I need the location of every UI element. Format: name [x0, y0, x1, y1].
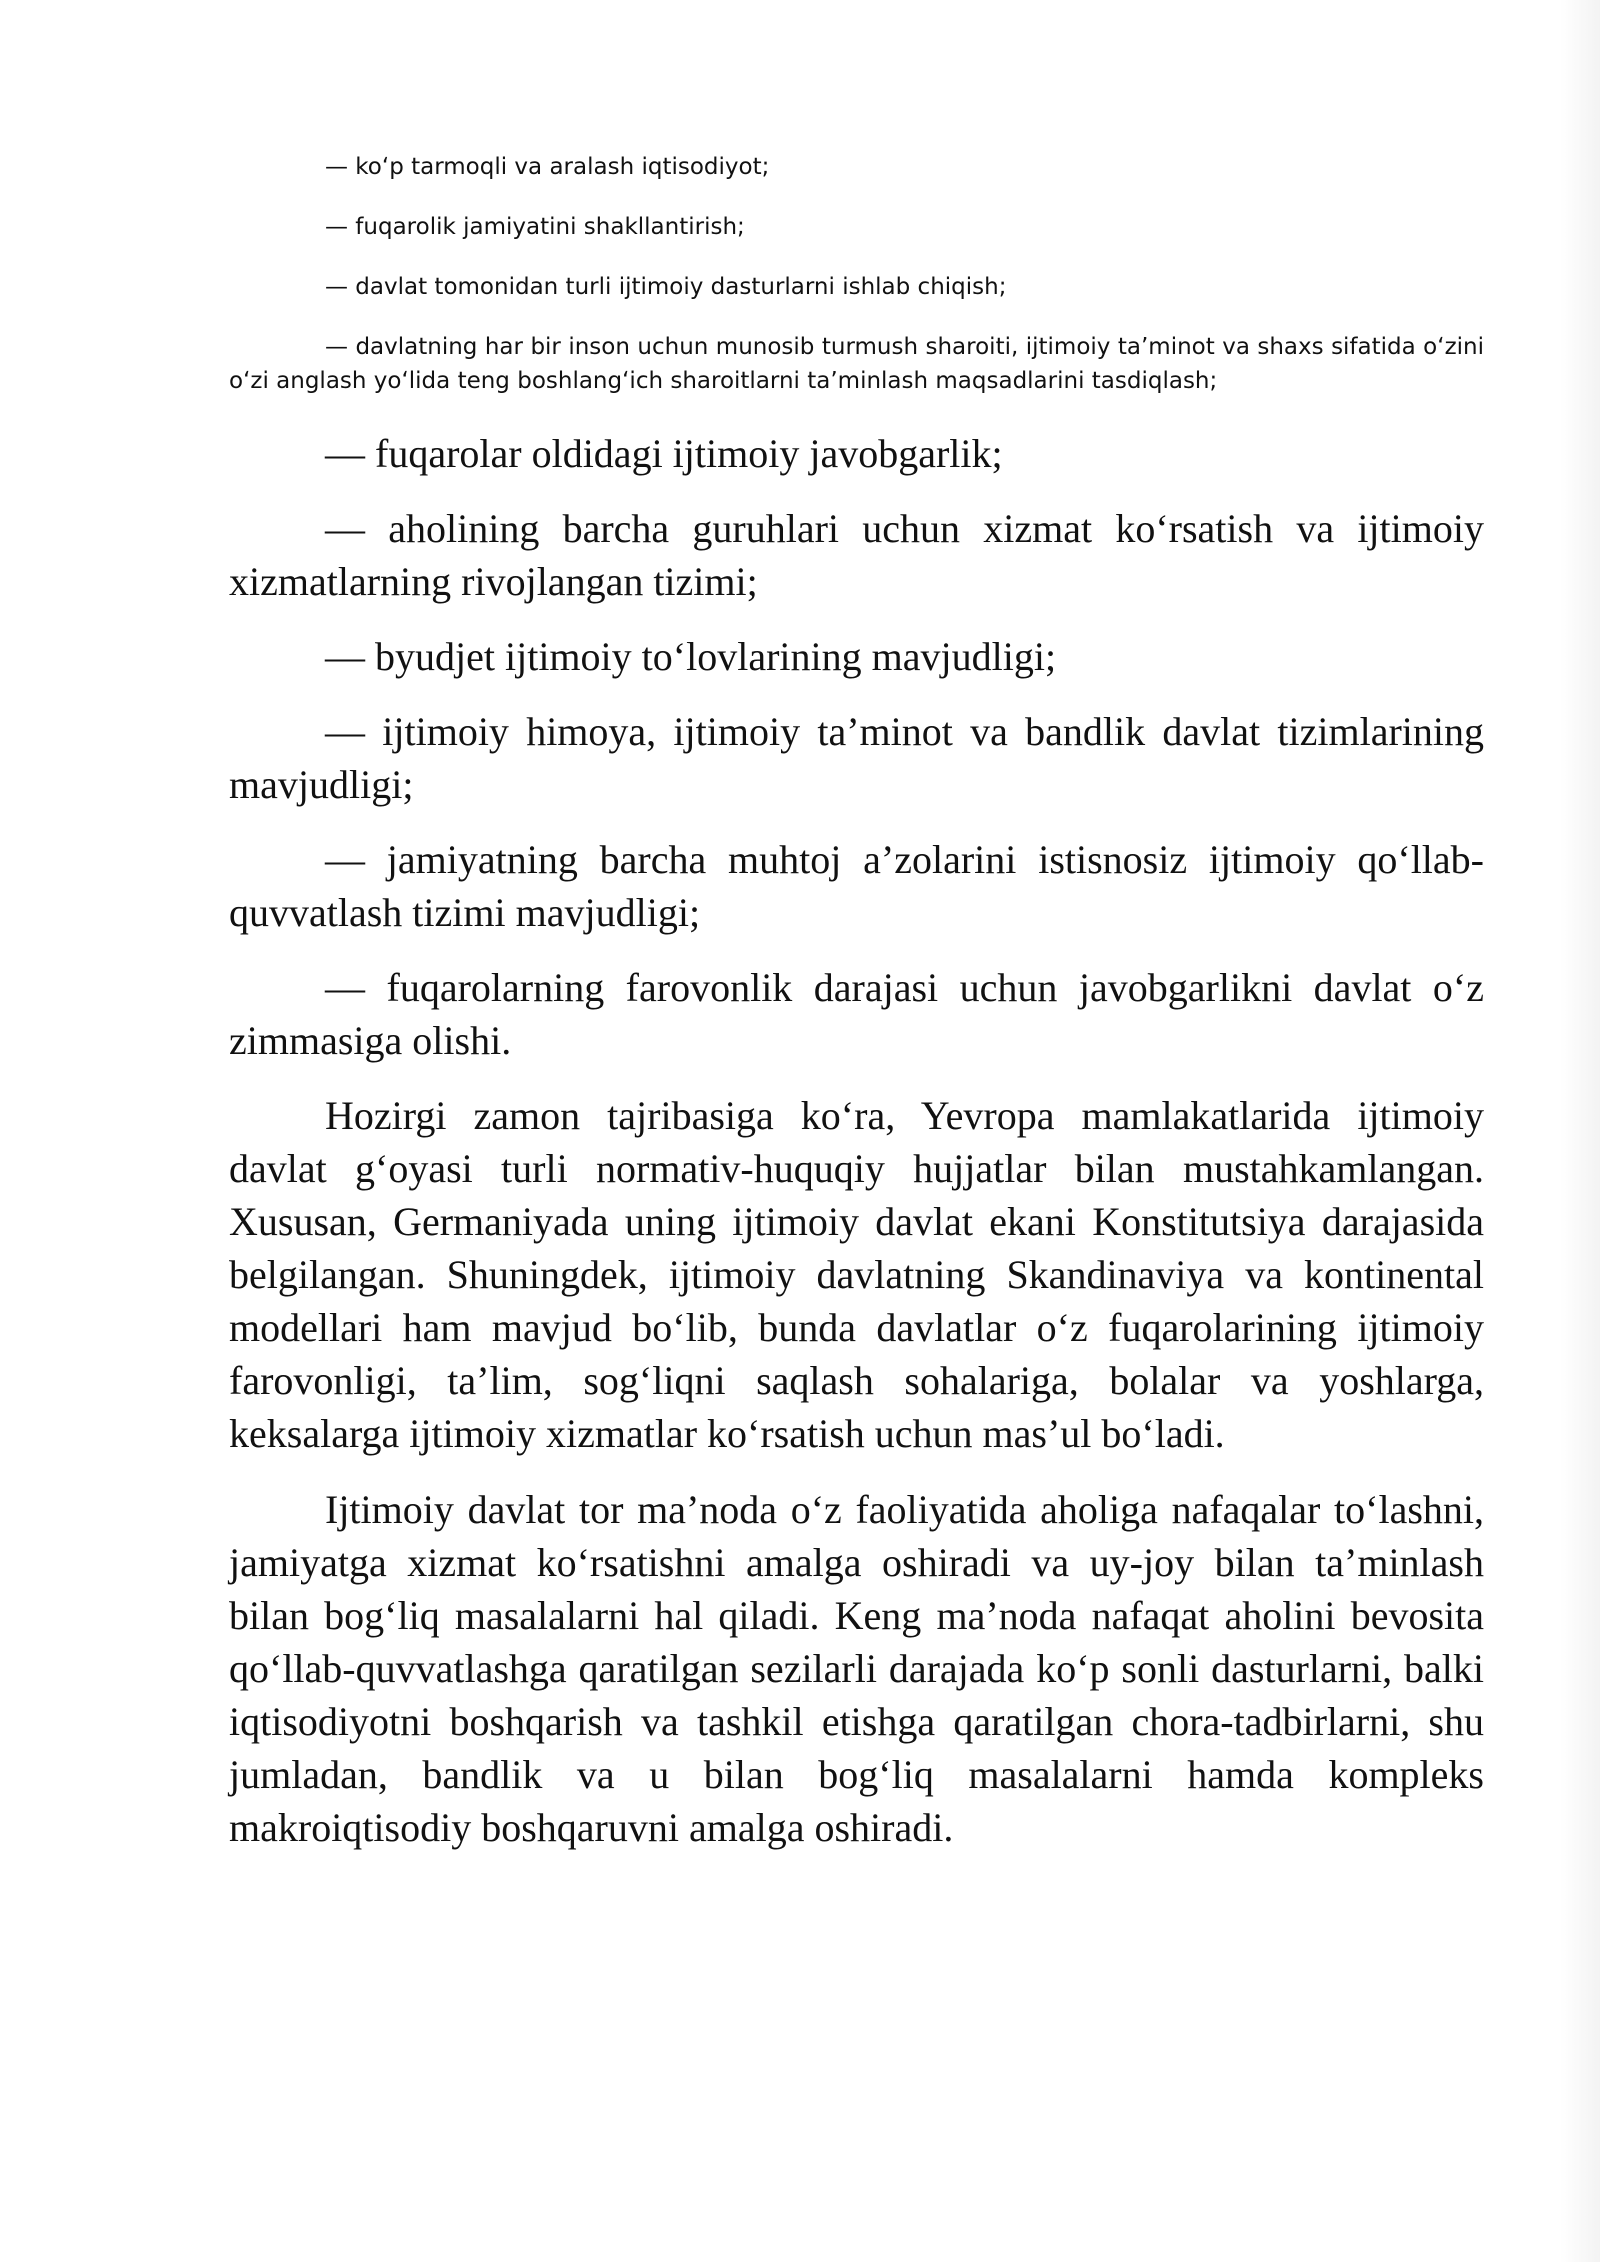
- small-list-item: — fuqarolik jamiyatini shakllantirish;: [325, 214, 745, 240]
- list-item: — ijtimoiy himoya, ijtimoiy ta’minot va bandlik davlat tizimlarining mavjudligi;: [229, 709, 1484, 807]
- small-bullet-list: [229, 150, 1484, 424]
- paragraph: Ijtimoiy davlat tor ma’noda oʻz faoliyatida aholiga nafaqalar toʻlashni, jamiyatga xizmat koʻrsatishni amalga oshiradi va uy-joy bilan ta’minlash bilan bogʻliq masalalarni hal qiladi. Keng ma’noda nafaqat aholini bevosita qoʻllab-quvvatlashga qaratilgan sezilarli darajada koʻp sonli dasturlarni, balki iqtisodiyotni boshqarish va tashkil etishga qaratilgan chora-tadbirlarni, shu jumladan, bandlik va u bilan bogʻliq masalalarni hamda kompleks makroiqtisodiy boshqaruvni amalga oshiradi.: [229, 1487, 1484, 1850]
- small-list-item: — koʻp tarmoqli va aralash iqtisodiyot;: [325, 154, 770, 180]
- main-text-body: [229, 427, 1484, 1877]
- list-item: — jamiyatning barcha muhtoj a’zolarini istisnosiz ijtimoiy qoʻllab-quvvatlash tizimi mavjudligi;: [229, 837, 1484, 935]
- small-list-item: — davlatning har bir inson uchun munosib turmush sharoiti, ijtimoiy ta’minot va shaxs sifatida oʻzini oʻzi anglash yoʻlida teng boshlangʻich sharoitlarni ta’minlash maqsadlarini tasdiqlash;: [229, 334, 1484, 394]
- list-item: — byudjet ijtimoiy toʻlovlarining mavjudligi;: [325, 634, 1057, 679]
- page-edge-shadow: [1560, 0, 1600, 2262]
- list-item: — fuqarolarning farovonlik darajasi uchun javobgarlikni davlat oʻz zimmasiga olishi.: [229, 965, 1484, 1063]
- paragraph: Hozirgi zamon tajribasiga koʻra, Yevropa mamlakatlarida ijtimoiy davlat gʻoyasi turli normativ-huquqiy hujjatlar bilan mustahkamlangan. Xususan, Germaniyada uning ijtimoiy davlat ekani Konstitutsiya darajasida belgilangan. Shuningdek, ijtimoiy davlatning Skandinaviya va kontinental modellari ham mavjud boʻlib, bunda davlatlar oʻz fuqarolarining ijtimoiy farovonligi, ta’lim, sogʻliqni saqlash sohalariga, bolalar va yoshlarga, keksalarga ijtimoiy xizmatlar koʻrsatish uchun mas’ul boʻladi.: [229, 1093, 1484, 1456]
- small-list-item: — davlat tomonidan turli ijtimoiy dasturlarni ishlab chiqish;: [325, 274, 1007, 300]
- list-item: — aholining barcha guruhlari uchun xizmat koʻrsatish va ijtimoiy xizmatlarning rivojlangan tizimi;: [229, 506, 1484, 604]
- list-item: — fuqarolar oldidagi ijtimoiy javobgarlik;: [325, 431, 1003, 476]
